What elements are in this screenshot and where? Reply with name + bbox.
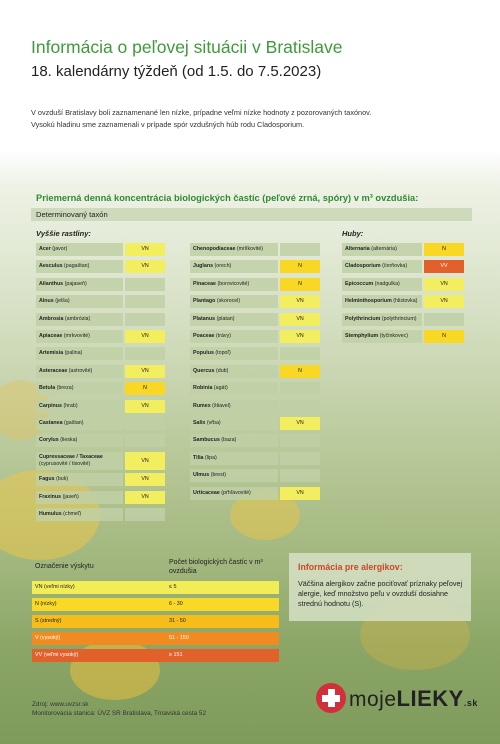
taxon-local: (astrovité): [68, 367, 93, 374]
taxon-row: [36, 491, 165, 504]
logo-text: [349, 686, 478, 712]
taxon-row: [36, 278, 165, 291]
legend-row: [32, 615, 279, 628]
taxon-row: [342, 243, 464, 256]
taxon-local: (jaseň): [62, 493, 79, 500]
taxon-local: (pŕhľavovité): [221, 489, 251, 496]
taxon-latin: Platanus: [193, 315, 216, 322]
legend-head-left: Označenie výskytu: [35, 563, 94, 570]
taxon-value: VN: [280, 487, 320, 500]
taxon-name: [190, 347, 278, 360]
taxon-value: [125, 434, 165, 447]
taxon-local: (pagaštan): [64, 263, 90, 270]
taxon-latin: Populus: [193, 350, 214, 357]
taxon-local: (skorocel): [216, 298, 241, 305]
taxon-name: [36, 365, 123, 378]
legend-row: [32, 598, 279, 611]
taxon-local: (buk): [56, 476, 69, 483]
legend-row: [32, 632, 279, 645]
taxon-value: N: [280, 260, 320, 273]
taxon-name: [190, 487, 278, 500]
taxon-row: [190, 469, 320, 482]
taxon-row: [190, 452, 320, 465]
taxon-row: [36, 473, 165, 486]
taxon-local: (vŕba): [206, 420, 221, 426]
taxon-local: (javor): [52, 246, 68, 252]
legend-row: [32, 649, 279, 662]
intro-text: [31, 107, 471, 131]
taxon-row: [190, 487, 320, 500]
taxon-name: [190, 243, 278, 256]
taxon-value: N: [125, 382, 165, 395]
taxon-value: VN: [424, 295, 464, 308]
taxon-row: [36, 243, 165, 256]
taxon-local: (topoľ): [215, 350, 231, 357]
taxon-name: [36, 347, 123, 360]
taxon-value: N: [424, 330, 464, 343]
taxon-latin: Poaceae: [193, 333, 215, 339]
source-link[interactable]: Zdroj: www.uvzsr.sk: [32, 701, 89, 708]
station-text: Monitorovacia stanica: ÚVZ SR Bratislava, Trnavská cesta 52: [32, 710, 207, 717]
taxon-row: [342, 330, 464, 343]
taxon-row: [36, 382, 165, 395]
taxon-latin: Acer: [39, 246, 51, 252]
taxon-name: [342, 260, 422, 273]
taxon-latin: Ulmus: [193, 472, 210, 479]
taxon-name: [190, 260, 278, 273]
logo-part: moje: [349, 688, 397, 711]
taxon-latin: Humulus: [39, 511, 62, 517]
taxon-value: [125, 278, 165, 291]
taxon-local: (cyprusovité / tisovité): [39, 460, 91, 467]
legend-head-right: Počet biologických častíc v m³ ovzdušia: [169, 559, 263, 575]
taxon-latin: Aesculus: [39, 263, 63, 270]
taxon-name: [190, 400, 278, 413]
taxon-value: VN: [125, 452, 165, 470]
page-subtitle: 18. kalendárny týždeň (od 1.5. do 7.5.2023): [31, 63, 322, 80]
taxon-row: [342, 313, 464, 326]
footer: [32, 700, 206, 718]
taxon-name: [36, 278, 123, 291]
taxon-latin: Robinia: [193, 385, 213, 392]
allergy-info-title: Informácia pre alergikov:: [298, 562, 403, 572]
taxon-value: VN: [125, 400, 165, 413]
taxon-latin: Stemphylium: [345, 333, 379, 339]
taxon-row: [36, 365, 165, 378]
taxon-name: [36, 260, 123, 273]
taxon-name: [190, 278, 278, 291]
taxon-local: (chmeľ): [63, 511, 82, 517]
taxon-local: (polythrincium): [381, 315, 417, 322]
allergy-info-box: [289, 553, 471, 621]
taxon-name: [190, 330, 278, 343]
taxon-row: [190, 330, 320, 343]
taxon-value: VN: [280, 417, 320, 430]
taxon-latin: Epicoccum: [345, 280, 374, 287]
taxon-latin: Pinaceae: [193, 280, 216, 287]
taxon-latin: Polythrincium: [345, 315, 381, 322]
taxon-value: VN: [280, 330, 320, 343]
taxon-row: [190, 295, 320, 308]
taxon-row: [190, 260, 320, 273]
taxon-value: VN: [125, 260, 165, 273]
taxon-name: [36, 508, 123, 521]
taxon-row: [342, 260, 464, 273]
taxon-latin: Fraxinus: [39, 493, 62, 500]
taxon-name: [342, 313, 422, 326]
taxon-local: (palina): [64, 350, 83, 357]
taxon-latin: Plantago: [193, 298, 216, 305]
taxon-row: [190, 347, 320, 360]
taxon-name: [342, 330, 422, 343]
taxon-row: [190, 417, 320, 430]
taxon-row: [190, 313, 320, 326]
taxon-name: [36, 400, 123, 413]
taxon-name: [36, 473, 123, 486]
taxon-latin: Cupressaceae / Taxaceae: [39, 454, 103, 461]
taxon-name: [190, 365, 278, 378]
taxon-value: [424, 313, 464, 326]
taxon-latin: Ailanthus: [39, 280, 64, 287]
taxon-row: [190, 365, 320, 378]
taxon-value: VV: [424, 260, 464, 273]
taxon-name: [342, 278, 422, 291]
taxon-row: [190, 243, 320, 256]
taxon-local: (lieska): [60, 437, 78, 444]
intro-line: Vysokú hladinu sme zaznamenali v prípade spór vzdušných húb rodu Cladosporium.: [31, 120, 305, 129]
taxon-latin: Ambrosia: [39, 315, 64, 322]
taxon-latin: Helminthosporium: [345, 298, 392, 305]
taxon-value: [125, 347, 165, 360]
taxon-local: (dub): [215, 367, 229, 374]
taxon-name: [190, 434, 278, 447]
taxon-local: (lipa): [205, 454, 217, 461]
taxon-name: [36, 417, 123, 430]
taxon-name: [36, 491, 123, 504]
taxon-value: [125, 313, 165, 326]
taxon-value: [280, 347, 320, 360]
taxon-local: (hrab): [63, 402, 78, 409]
logo-part: .sk: [463, 698, 478, 708]
taxon-latin: Castanea: [39, 420, 63, 426]
legend-label: N (nízky): [35, 601, 57, 607]
taxon-row: [36, 400, 165, 413]
legend-range: 6 - 30: [169, 601, 183, 607]
legend-label: V (vysoký): [35, 635, 61, 641]
taxon-value: VN: [125, 473, 165, 486]
taxon-local: (ambrózia): [64, 315, 91, 322]
taxon-latin: Asteraceae: [39, 367, 68, 374]
taxon-local: (tyčinkovec): [379, 333, 409, 339]
taxon-latin: Chenopodiaceae: [193, 246, 236, 252]
legend-range: ≥ 151: [169, 652, 183, 658]
taxon-value: VN: [125, 330, 165, 343]
taxon-value: VN: [125, 491, 165, 504]
taxon-name: [36, 243, 123, 256]
taxon-value: N: [424, 243, 464, 256]
taxon-name: [190, 313, 278, 326]
taxon-local: (gaštan): [64, 420, 84, 426]
taxon-row: [190, 434, 320, 447]
taxon-value: N: [280, 278, 320, 291]
taxon-value: VN: [280, 313, 320, 326]
taxon-latin: Alternaria: [345, 246, 370, 252]
taxon-name: [342, 243, 422, 256]
mojelieky-logo[interactable]: [316, 683, 476, 715]
taxon-row: [36, 295, 165, 308]
intro-line: V ovzduší Bratislavy boli zaznamenané len nízke, prípadne veľmi nízke hodnoty z pozorovaných taxónov.: [31, 108, 372, 117]
taxon-name: [36, 313, 123, 326]
taxon-header: Determinovaný taxón: [36, 210, 108, 219]
taxon-row: [36, 347, 165, 360]
legend-range: 31 - 50: [169, 618, 186, 624]
taxon-row: [342, 278, 464, 291]
cross-icon: [316, 683, 346, 713]
taxon-local: (orech): [214, 263, 232, 270]
taxon-value: VN: [424, 278, 464, 291]
taxon-local: (platan): [216, 315, 235, 322]
taxon-latin: Quercus: [193, 367, 215, 374]
taxon-latin: Artemisia: [39, 350, 64, 357]
legend-range: ≤ 5: [169, 584, 177, 590]
taxon-name: [36, 295, 123, 308]
legend-range: 51 - 150: [169, 635, 189, 641]
taxon-value: [125, 508, 165, 521]
taxon-name: [36, 452, 123, 470]
taxon-value: [280, 469, 320, 482]
taxon-name: [190, 382, 278, 395]
legend-label: VN (veľmi nízky): [35, 584, 75, 590]
taxon-value: VN: [280, 295, 320, 308]
taxon-local: (nadgulka): [374, 280, 400, 287]
taxon-local: (pajaseň): [64, 280, 87, 287]
taxon-latin: Carpinus: [39, 402, 62, 409]
taxon-latin: Rumex: [193, 402, 211, 409]
taxon-row: [36, 508, 165, 521]
taxon-latin: Fagus: [39, 476, 55, 483]
taxon-value: N: [280, 365, 320, 378]
taxon-row: [190, 400, 320, 413]
taxon-name: [36, 434, 123, 447]
taxon-row: [36, 260, 165, 273]
taxon-local: (trávy): [215, 333, 231, 339]
taxon-value: [280, 452, 320, 465]
taxon-local: (čerňovka): [382, 263, 408, 270]
legend-label: S (stredný): [35, 618, 62, 624]
taxon-local: (agát): [213, 385, 228, 392]
taxon-latin: Tilia: [193, 454, 204, 461]
taxon-value: [280, 243, 320, 256]
taxon-latin: Cladosporium: [345, 263, 381, 270]
taxon-row: [36, 452, 165, 465]
taxon-local: (mrlíkovité): [236, 246, 264, 252]
taxon-latin: Sambucus: [193, 437, 220, 444]
taxon-name: [36, 330, 123, 343]
taxon-local: (breza): [56, 385, 74, 392]
taxon-value: [280, 400, 320, 413]
taxon-name: [36, 382, 123, 395]
logo-part: LIEKY: [396, 686, 464, 711]
taxon-local: (štiavel): [212, 402, 231, 409]
taxon-local: (jelša): [55, 298, 70, 305]
taxon-row: [342, 295, 464, 308]
taxon-value: [280, 434, 320, 447]
taxon-latin: Juglans: [193, 263, 214, 270]
legend-label: VV (veľmi vysoký): [35, 652, 79, 658]
taxon-local: (brest): [210, 472, 226, 479]
taxon-row: [36, 330, 165, 343]
table-title: Priemerná denná koncentrácia biologických častíc (peľové zrná, spóry) v m³ ovzdušia:: [36, 193, 419, 203]
taxon-row: [190, 278, 320, 291]
fungi-header: Huby:: [342, 229, 364, 238]
taxon-latin: Apiaceae: [39, 333, 63, 339]
taxon-row: [36, 417, 165, 430]
taxon-local: (mrkvovité): [63, 333, 90, 339]
taxon-value: [125, 295, 165, 308]
taxon-value: VN: [125, 243, 165, 256]
page-title: Informácia o peľovej situácii v Bratislave: [31, 37, 343, 57]
allergy-info-text: Väčšina alergikov začne pociťovať príznaky peľovej alergie, keď množstvo peľu v ovzduší dosiahne strednú hodnotu (S).: [298, 579, 463, 608]
taxon-value: [125, 417, 165, 430]
taxon-name: [190, 452, 278, 465]
taxon-latin: Corylus: [39, 437, 59, 444]
taxon-name: [190, 469, 278, 482]
taxon-local: (alternária): [371, 246, 397, 252]
taxon-latin: Alnus: [39, 298, 54, 305]
legend-row: [32, 581, 279, 594]
taxon-local: (baza): [221, 437, 237, 444]
taxon-row: [36, 434, 165, 447]
taxon-name: [342, 295, 422, 308]
taxon-latin: Betula: [39, 385, 56, 392]
plants-header: Vyššie rastliny:: [36, 229, 91, 238]
taxon-latin: Salix: [193, 420, 206, 426]
taxon-name: [190, 417, 278, 430]
taxon-local: (hlistovka): [393, 298, 418, 305]
taxon-local: (borovicovité): [217, 280, 250, 287]
taxon-row: [190, 382, 320, 395]
taxon-name: [190, 295, 278, 308]
taxon-value: VN: [125, 365, 165, 378]
taxon-latin: Urticaceae: [193, 489, 220, 496]
taxon-value: [280, 382, 320, 395]
taxon-row: [36, 313, 165, 326]
